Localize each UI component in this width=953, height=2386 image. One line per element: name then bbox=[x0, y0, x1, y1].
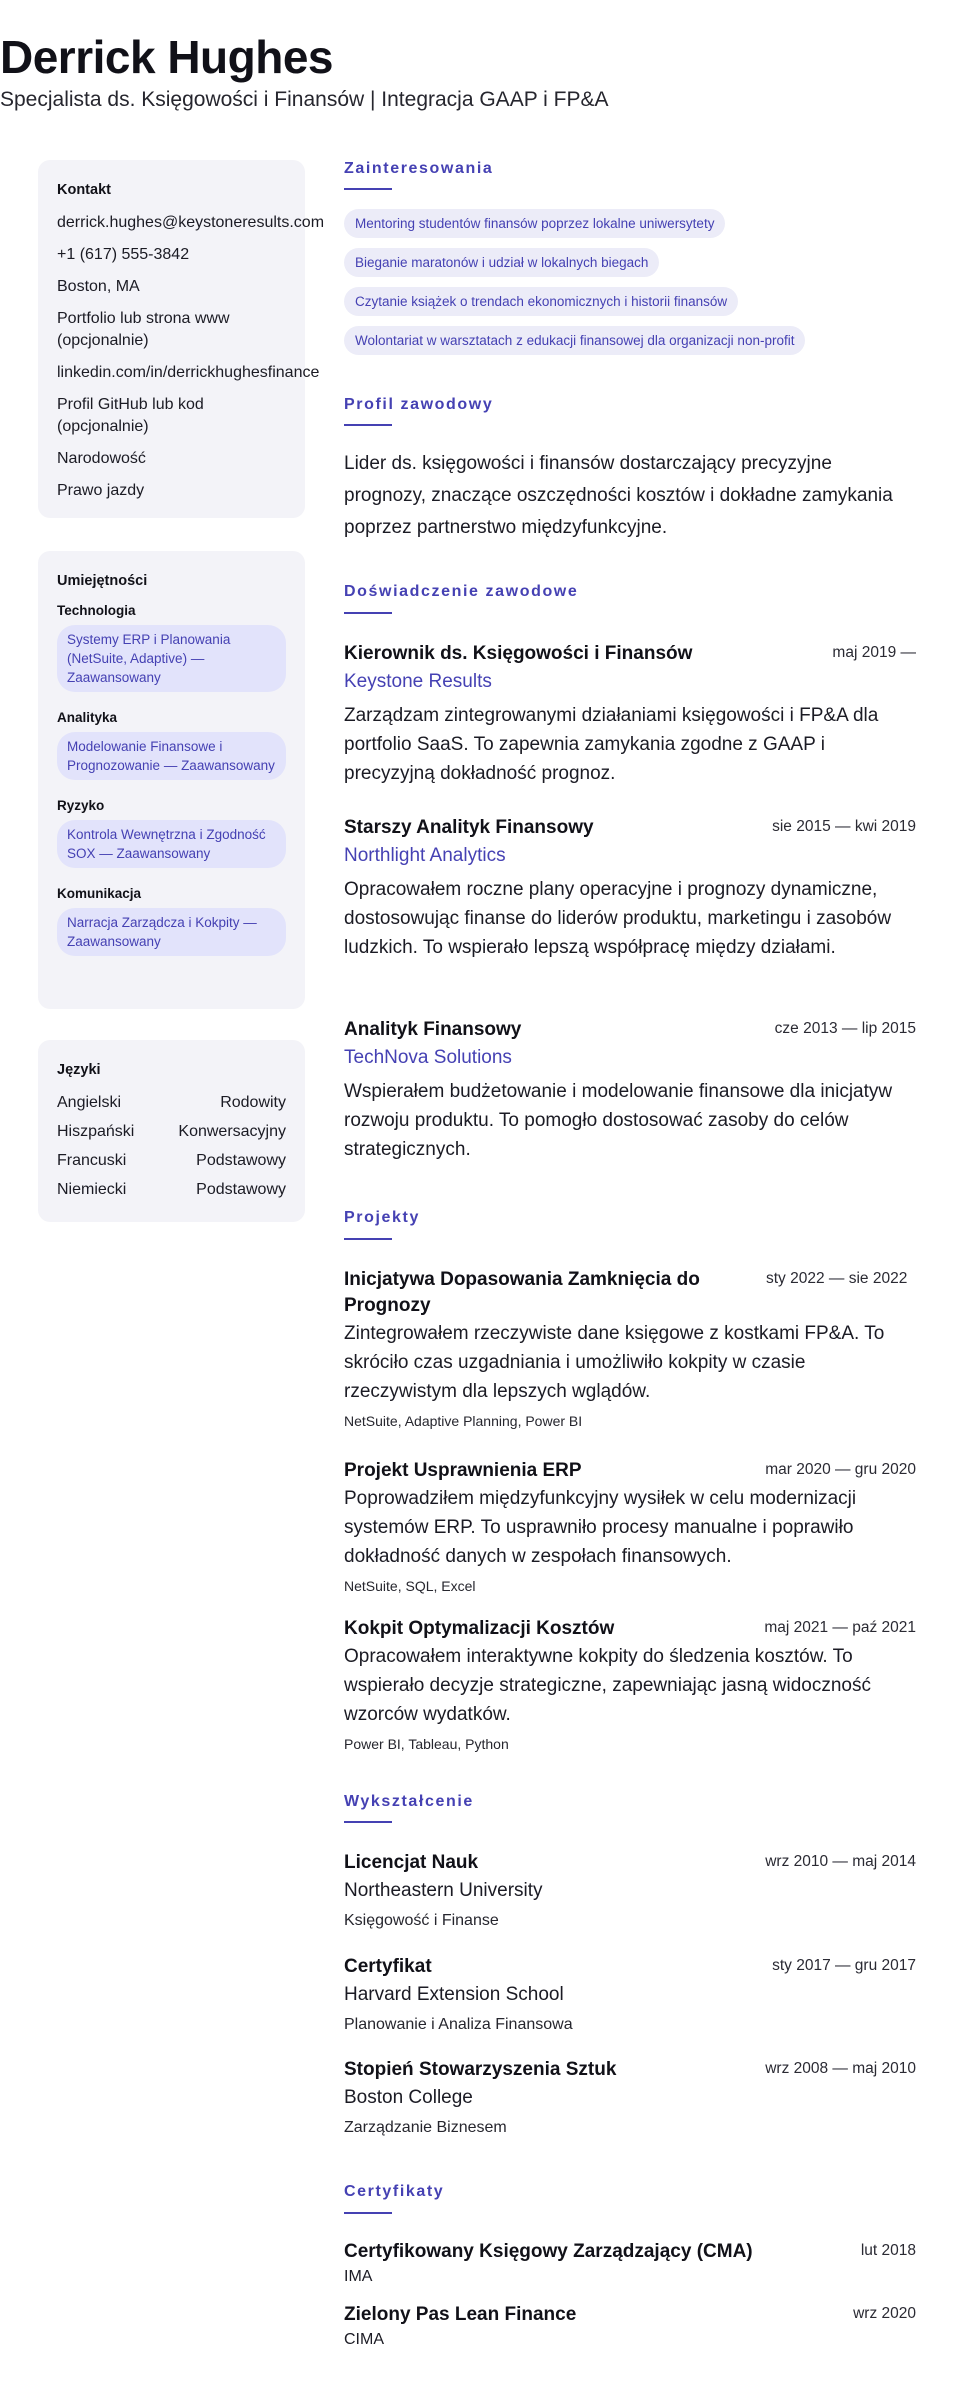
project-dates: maj 2021 — paź 2021 bbox=[764, 1619, 916, 1636]
degree: Licencjat Nauk bbox=[344, 1852, 479, 1873]
skill-pill: Modelowanie Finansowe i Prognozowanie — Zaawansowany bbox=[57, 732, 286, 780]
skill-group-title: Technologia bbox=[57, 603, 136, 618]
interest-pill: Mentoring studentów finansów poprzez lokalne uniwersytety bbox=[344, 209, 725, 238]
job-company: Keystone Results bbox=[344, 671, 492, 692]
section-rule bbox=[344, 1238, 392, 1240]
certification-date: lut 2018 bbox=[860, 2242, 916, 2259]
project-dates: sty 2022 — sie 2022 bbox=[766, 1270, 908, 1287]
certification-issuer: CIMA bbox=[344, 2331, 384, 2348]
education-dates: sty 2017 — gru 2017 bbox=[772, 1957, 916, 1974]
job-title: Starszy Analityk Finansowy bbox=[344, 817, 594, 838]
job-description: Opracowałem roczne plany operacyjne i prognozy dynamiczne, dostosowując finanse do liderów produktu, marketingu i zasobów ludzkich. To wspierało lepszą współpracę między działami. bbox=[344, 879, 892, 958]
section-rule bbox=[344, 188, 392, 190]
interests-title: Zainteresowania bbox=[344, 160, 494, 177]
job-company: TechNova Solutions bbox=[344, 1047, 512, 1068]
skill-pill: Systemy ERP i Planowania (NetSuite, Adaptive) — Zaawansowany bbox=[57, 625, 286, 692]
language-level: Konwersacyjny bbox=[178, 1123, 286, 1140]
certifications-title: Certyfikaty bbox=[344, 2183, 445, 2200]
experience-entry bbox=[344, 1017, 916, 1164]
language-level: Podstawowy bbox=[196, 1181, 286, 1198]
skills-title: Umiejętności bbox=[57, 573, 148, 589]
degree: Certyfikat bbox=[344, 1956, 432, 1977]
degree: Stopień Stowarzyszenia Sztuk bbox=[344, 2059, 617, 2080]
education-entry bbox=[344, 2057, 916, 2141]
project-dates: mar 2020 — gru 2020 bbox=[765, 1461, 916, 1478]
job-dates: cze 2013 — lip 2015 bbox=[774, 1020, 916, 1037]
skill-group bbox=[57, 710, 286, 780]
job-title: Analityk Finansowy bbox=[344, 1019, 522, 1040]
contact-phone[interactable]: +1 (617) 555-3842 bbox=[57, 246, 190, 263]
project-name: Kokpit Optymalizacji Kosztów bbox=[344, 1618, 615, 1639]
skills-card bbox=[38, 551, 305, 1009]
project-tech: NetSuite, Adaptive Planning, Power BI bbox=[344, 1413, 583, 1429]
skill-group-title: Ryzyko bbox=[57, 798, 105, 813]
education-entry bbox=[344, 1850, 916, 1934]
skill-pill: Narracja Zarządcza i Kokpity — Zaawansowany bbox=[57, 908, 286, 956]
language-name: Francuski bbox=[57, 1152, 127, 1169]
certification-date: wrz 2020 bbox=[853, 2305, 916, 2322]
certification-issuer: IMA bbox=[344, 2268, 373, 2285]
field-of-study: Planowanie i Analiza Finansowa bbox=[344, 2016, 573, 2033]
contact-linkedin[interactable]: linkedin.com/in/derrickhughesfinance bbox=[57, 364, 320, 381]
project-description: Zintegrowałem rzeczywiste dane księgowe z kostkami FP&A. To skróciło czas uzgadniania i umożliwiło kokpity w czasie rzeczywistym dla lepszych wglądów. bbox=[344, 1323, 885, 1402]
certification-entry bbox=[344, 2302, 916, 2352]
language-name: Hiszpański bbox=[57, 1123, 135, 1140]
main-column bbox=[344, 0, 916, 2386]
interest-pill: Wolontariat w warsztatach z edukacji finansowej dla organizacji non-profit bbox=[344, 326, 805, 355]
field-of-study: Zarządzanie Biznesem bbox=[344, 2119, 507, 2136]
projects-title: Projekty bbox=[344, 1209, 420, 1226]
profile-summary: Lider ds. księgowości i finansów dostarczający precyzyjne prognozy, znaczące oszczędności kosztów i dokładne zamykania poprzez partnerstwo międzyfunkcyjne. bbox=[344, 453, 893, 538]
job-dates: sie 2015 — kwi 2019 bbox=[772, 818, 916, 835]
contact-title: Kontakt bbox=[57, 182, 111, 198]
school: Boston College bbox=[344, 2087, 473, 2108]
certification-name: Zielony Pas Lean Finance bbox=[344, 2304, 577, 2325]
contact-nationality: Narodowość bbox=[57, 450, 146, 467]
languages-title: Języki bbox=[57, 1062, 101, 1078]
experience-title: Doświadczenie zawodowe bbox=[344, 583, 579, 600]
field-of-study: Księgowość i Finanse bbox=[344, 1912, 499, 1929]
project-tech: NetSuite, SQL, Excel bbox=[344, 1578, 476, 1594]
section-rule bbox=[344, 612, 392, 614]
certification-name: Certyfikowany Księgowy Zarządzający (CMA) bbox=[344, 2241, 753, 2262]
project-name: Projekt Usprawnienia ERP bbox=[344, 1460, 582, 1481]
experience-entry bbox=[344, 815, 916, 962]
section-rule bbox=[344, 424, 392, 426]
contact-card bbox=[38, 160, 325, 518]
job-title: Kierownik ds. Księgowości i Finansów bbox=[344, 643, 693, 664]
project-name: Inicjatywa Dopasowania Zamknięcia do Prognozy bbox=[344, 1269, 700, 1316]
section-rule bbox=[344, 1821, 392, 1823]
project-tech: Power BI, Tableau, Python bbox=[344, 1736, 509, 1752]
skill-group-title: Komunikacja bbox=[57, 886, 142, 901]
candidate-tagline: Specjalista ds. Księgowości i Finansów | Integracja GAAP i FP&A bbox=[0, 88, 609, 111]
certification-entry bbox=[344, 2239, 916, 2289]
language-level: Podstawowy bbox=[196, 1152, 286, 1169]
language-name: Angielski bbox=[57, 1094, 122, 1111]
interest-pill: Czytanie książek o trendach ekonomicznych i historii finansów bbox=[344, 287, 738, 316]
language-row bbox=[57, 1150, 286, 1172]
language-row bbox=[57, 1092, 286, 1114]
interest-pill: Bieganie maratonów i udział w lokalnych biegach bbox=[344, 248, 659, 277]
language-level: Rodowity bbox=[220, 1094, 286, 1111]
skill-group-title: Analityka bbox=[57, 710, 118, 725]
experience-entry bbox=[344, 641, 916, 788]
language-row bbox=[57, 1179, 286, 1201]
job-company: Northlight Analytics bbox=[344, 845, 506, 866]
skill-pill: Kontrola Wewnętrzna i Zgodność SOX — Zaawansowany bbox=[57, 820, 286, 868]
section-rule bbox=[344, 2212, 392, 2214]
language-name: Niemiecki bbox=[57, 1181, 127, 1198]
contact-github: Profil GitHub lub kod (opcjonalnie) bbox=[57, 396, 204, 435]
project-entry bbox=[344, 1267, 916, 1432]
project-entry bbox=[344, 1458, 916, 1597]
languages-card bbox=[38, 1040, 305, 1222]
job-description: Wspierałem budżetowanie i modelowanie finansowe dla inicjatyw rozwoju produktu. To pomogło dostosować zasoby do celów strategicznych. bbox=[344, 1081, 893, 1160]
job-dates: maj 2019 — bbox=[832, 644, 916, 661]
education-dates: wrz 2008 — maj 2010 bbox=[765, 2060, 916, 2077]
contact-portfolio: Portfolio lub strona www (opcjonalnie) bbox=[57, 310, 230, 349]
school: Northeastern University bbox=[344, 1880, 543, 1901]
education-title: Wykształcenie bbox=[344, 1793, 474, 1810]
school: Harvard Extension School bbox=[344, 1984, 564, 2005]
contact-email[interactable]: derrick.hughes@keystoneresults.com bbox=[57, 214, 325, 231]
contact-license: Prawo jazdy bbox=[57, 482, 145, 499]
education-entry bbox=[344, 1954, 916, 2038]
profile-title: Profil zawodowy bbox=[344, 396, 494, 413]
project-description: Poprowadziłem międzyfunkcyjny wysiłek w celu modernizacji systemów ERP. To usprawniło procesy manualne i poprawiło dokładność danych w zespołach finansowych. bbox=[344, 1488, 857, 1567]
contact-location: Boston, MA bbox=[57, 278, 140, 295]
skill-group bbox=[57, 603, 286, 692]
candidate-name: Derrick Hughes bbox=[0, 31, 334, 83]
job-description: Zarządzam zintegrowanymi działaniami księgowości i FP&A dla portfolio SaaS. To zapewnia zamykania zgodne z GAAP i precyzyjną dokładność prognoz. bbox=[344, 705, 879, 784]
project-entry bbox=[344, 1616, 916, 1755]
language-row bbox=[57, 1121, 286, 1143]
skill-group bbox=[57, 798, 286, 868]
education-dates: wrz 2010 — maj 2014 bbox=[765, 1853, 916, 1870]
skill-group bbox=[57, 886, 286, 956]
project-description: Opracowałem interaktywne kokpity do śledzenia kosztów. To wspierało decyzje strategiczne, zapewniając jasną widoczność wzorców wydatków. bbox=[344, 1646, 871, 1725]
